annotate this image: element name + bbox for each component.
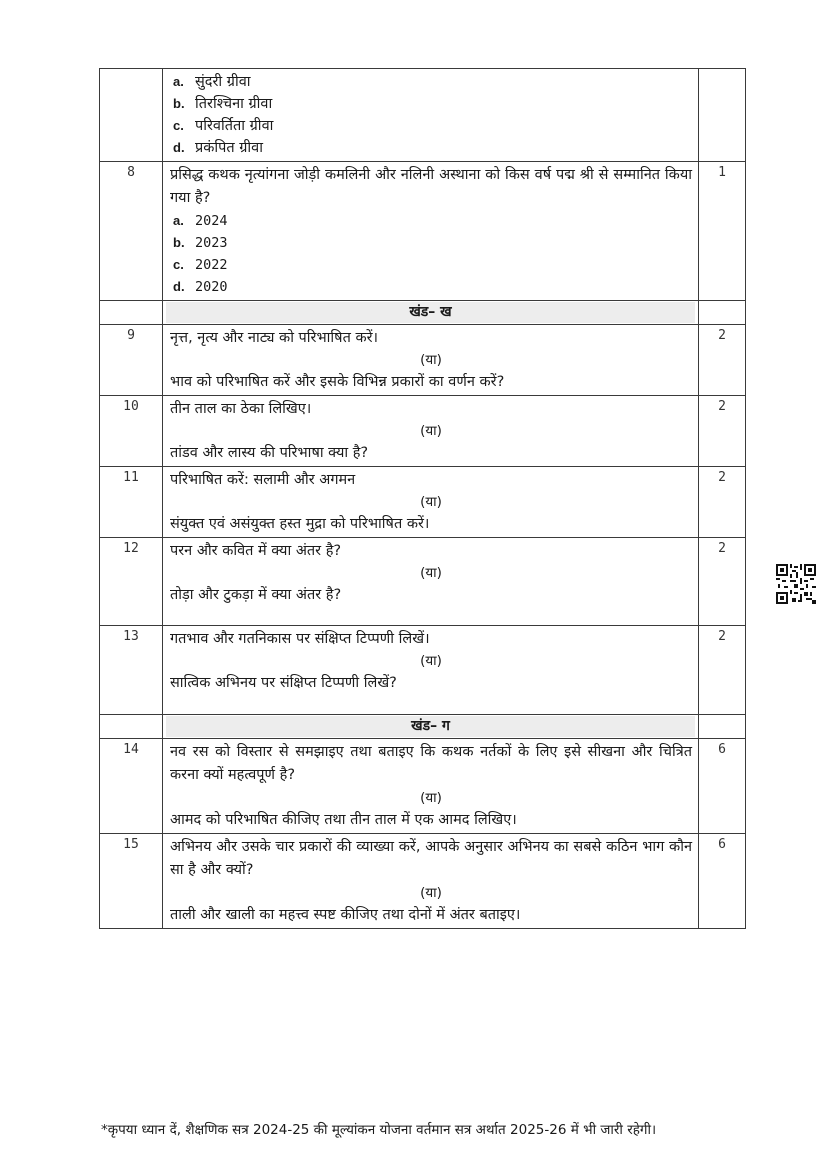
- marks: 6: [699, 834, 746, 929]
- option-text: 2020: [195, 279, 228, 295]
- section-heading: खंड– ख: [166, 302, 695, 323]
- alternate-question-text: तोड़ा और टुकड़ा में क्या अंतर है?: [170, 587, 342, 603]
- question-row-8: [100, 162, 746, 301]
- option-item: [170, 232, 692, 254]
- option-item: [170, 137, 692, 159]
- option-item: [170, 254, 692, 276]
- question-text: गतभाव और गतनिकास पर संक्षिप्त टिप्पणी लिखें।: [170, 631, 430, 647]
- question-text: अभिनय और उसके चार प्रकारों की व्याख्या करें, आपके अनुसार अभिनय का सबसे कठिन भाग कौन सा है और क्यों?: [170, 839, 692, 878]
- or-separator: (या): [420, 653, 442, 669]
- question-text-cell: [163, 69, 699, 162]
- question-text-cell: [163, 467, 699, 538]
- or-separator: (या): [420, 885, 442, 901]
- alternate-question-text: संयुक्त एवं असंयुक्त हस्त मुद्रा को परिभाषित करें।: [170, 516, 430, 532]
- or-separator: (या): [420, 423, 442, 439]
- question-number-cell: [100, 69, 163, 162]
- option-text: 2024: [195, 213, 228, 229]
- or-separator: (या): [420, 565, 442, 581]
- question-number: 13: [100, 626, 163, 715]
- question-row-7-continued: [100, 69, 746, 162]
- question-row-13: [100, 626, 746, 715]
- question-text-cell: [163, 739, 699, 834]
- alternate-question-text: आमद को परिभाषित कीजिए तथा तीन ताल में एक आमद लिखिए।: [170, 812, 517, 828]
- question-text: तीन ताल का ठेका लिखिए।: [170, 401, 312, 417]
- option-letter: c.: [173, 118, 184, 133]
- option-text: सुंदरी ग्रीवा: [195, 74, 251, 90]
- option-text: तिरश्चिना ग्रीवा: [195, 96, 273, 112]
- footer-note: *कृपया ध्यान दें, शैक्षणिक सत्र 2024-25 की मूल्यांकन योजना वर्तमान सत्र अर्थात 2025-26 में भी जारी रहेगी।: [101, 1122, 657, 1138]
- empty-cell: [100, 301, 163, 325]
- alternate-question-text: तांडव और लास्य की परिभाषा क्या है?: [170, 445, 369, 461]
- marks: 6: [699, 739, 746, 834]
- option-item: [170, 276, 692, 298]
- question-text-cell: [163, 538, 699, 626]
- question-row-14: [100, 739, 746, 834]
- question-row-15: [100, 834, 746, 929]
- option-text: प्रकंपित ग्रीवा: [195, 140, 264, 156]
- option-letter: d.: [173, 279, 185, 294]
- marks: 2: [699, 325, 746, 396]
- section-heading-cell: [163, 301, 699, 325]
- option-text: 2023: [195, 235, 228, 251]
- question-number: 9: [100, 325, 163, 396]
- alternate-question-text: भाव को परिभाषित करें और इसके विभिन्न प्रकारों का वर्णन करें?: [170, 374, 505, 390]
- empty-cell: [100, 715, 163, 739]
- question-row-9: [100, 325, 746, 396]
- question-text: प्रसिद्ध कथक नृत्यांगना जोड़ी कमलिनी और नलिनी अस्थाना को किस वर्ष पद्म श्री से सम्मानित किया गया है?: [170, 167, 692, 206]
- option-text: परिवर्तिता ग्रीवा: [195, 118, 274, 134]
- question-table: [99, 68, 746, 929]
- option-item: [170, 115, 692, 137]
- marks: 2: [699, 396, 746, 467]
- or-separator: (या): [420, 494, 442, 510]
- alternate-question-text: सात्विक अभिनय पर संक्षिप्त टिप्पणी लिखें?: [170, 675, 397, 691]
- question-number: 15: [100, 834, 163, 929]
- or-separator: (या): [420, 790, 442, 806]
- marks-cell: [699, 69, 746, 162]
- empty-cell: [699, 301, 746, 325]
- question-text-cell: [163, 626, 699, 715]
- question-text: परन और कवित में क्या अंतर है?: [170, 543, 342, 559]
- option-letter: a.: [173, 213, 184, 228]
- question-text-cell: [163, 325, 699, 396]
- section-heading: खंड– ग: [166, 716, 695, 737]
- marks: 2: [699, 626, 746, 715]
- option-letter: a.: [173, 74, 184, 89]
- question-text: नृत्त, नृत्य और नाट्य को परिभाषित करें।: [170, 330, 379, 346]
- empty-cell: [699, 715, 746, 739]
- alternate-question-text: ताली और खाली का महत्त्व स्पष्ट कीजिए तथा दोनों में अंतर बताइए।: [170, 907, 521, 923]
- question-number: 8: [100, 162, 163, 301]
- question-text: नव रस को विस्तार से समझाइए तथा बताइए कि कथक नर्तकों के लिए इसे सीखना और चित्रित करना क्यों महत्वपूर्ण है?: [170, 744, 692, 783]
- marks: 2: [699, 538, 746, 626]
- section-c-row: [100, 715, 746, 739]
- section-b-row: [100, 301, 746, 325]
- marks: 2: [699, 467, 746, 538]
- or-separator: (या): [420, 352, 442, 368]
- question-text-cell: [163, 396, 699, 467]
- question-number: 14: [100, 739, 163, 834]
- section-heading-cell: [163, 715, 699, 739]
- question-row-12: [100, 538, 746, 626]
- option-item: [170, 210, 692, 232]
- option-letter: b.: [173, 235, 185, 250]
- option-text: 2022: [195, 257, 228, 273]
- option-letter: d.: [173, 140, 185, 155]
- question-row-10: [100, 396, 746, 467]
- question-number: 11: [100, 467, 163, 538]
- option-letter: c.: [173, 257, 184, 272]
- marks: 1: [699, 162, 746, 301]
- qr-code-icon: [776, 564, 816, 604]
- option-item: [170, 71, 692, 93]
- option-letter: b.: [173, 96, 185, 111]
- question-number: 12: [100, 538, 163, 626]
- option-item: [170, 93, 692, 115]
- question-text: परिभाषित करें: सलामी और अगमन: [170, 472, 356, 488]
- question-number: 10: [100, 396, 163, 467]
- question-text-cell: [163, 834, 699, 929]
- question-row-11: [100, 467, 746, 538]
- question-text-cell: [163, 162, 699, 301]
